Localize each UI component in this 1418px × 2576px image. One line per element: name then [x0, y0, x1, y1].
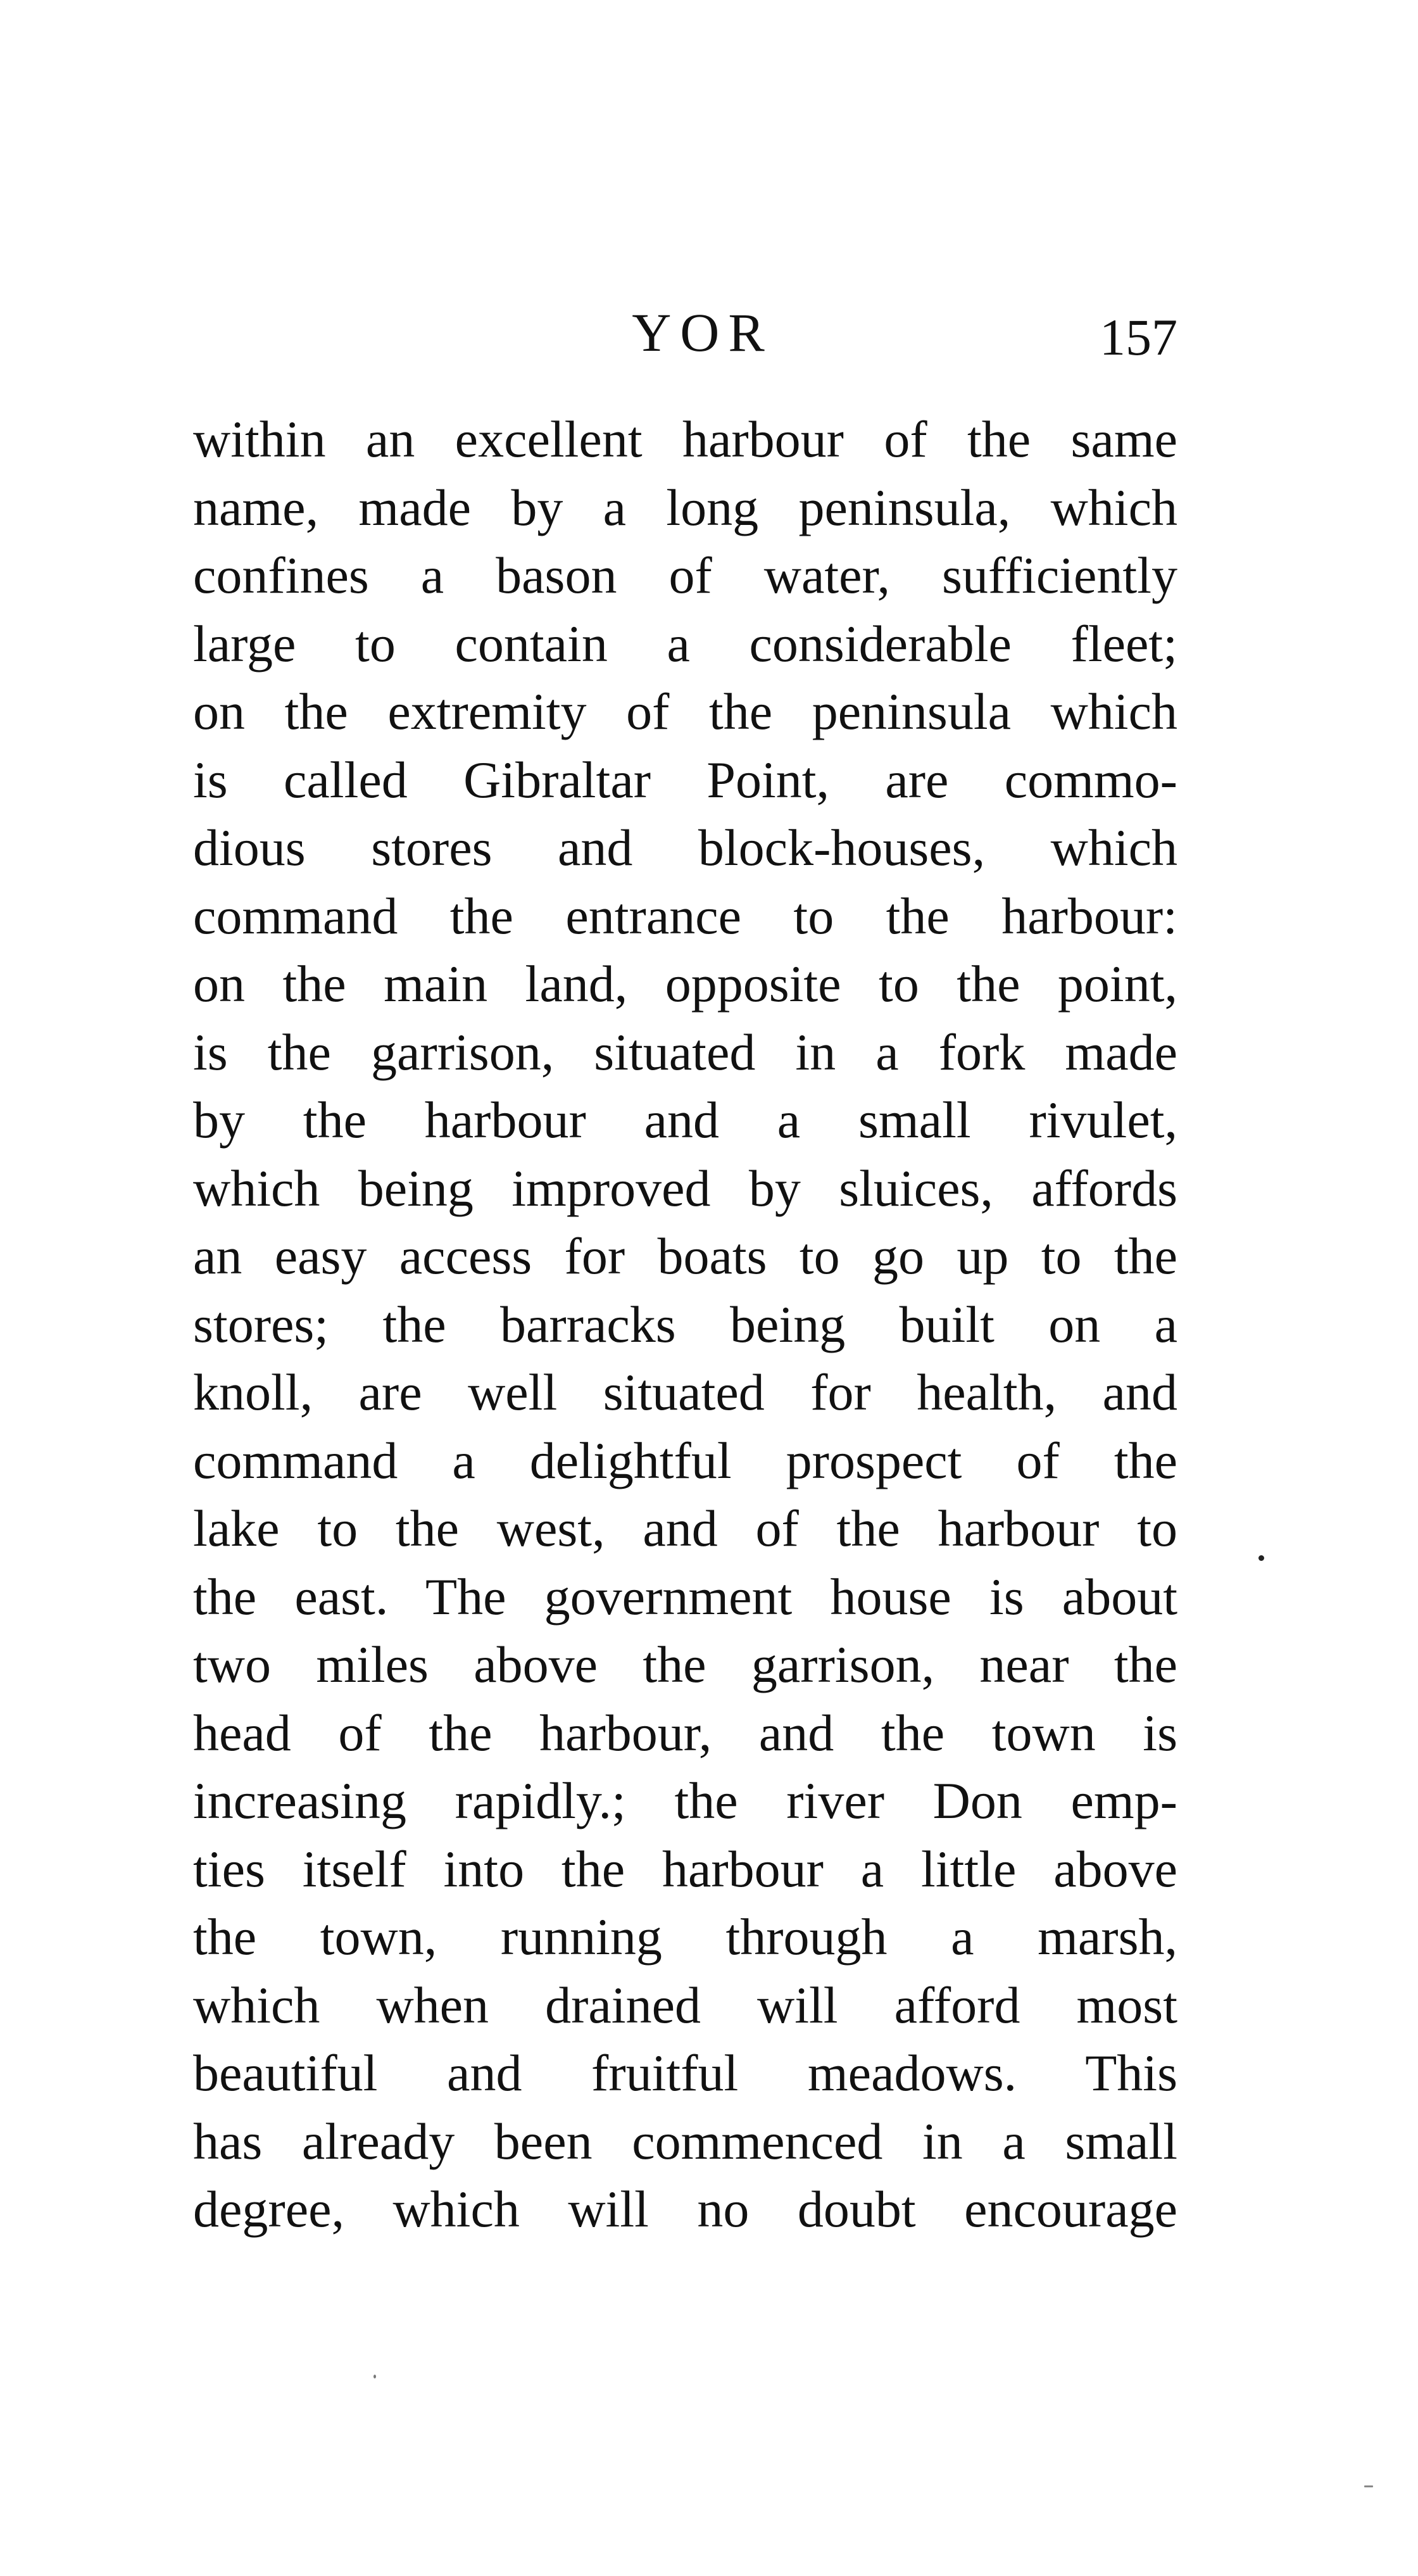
- ink-speck: [373, 2375, 376, 2378]
- text-line: on the extremity of the peninsula which: [193, 683, 1177, 740]
- text-line: which being improved by sluices, affords: [193, 1159, 1177, 1217]
- text-line: is the garrison, situated in a fork made: [193, 1023, 1177, 1081]
- text-line: command the entrance to the harbour:: [193, 887, 1177, 945]
- ink-speck: [1258, 1555, 1264, 1561]
- text-line: dious stores and block-houses, which: [193, 819, 1177, 876]
- body-text: [193, 405, 1177, 2244]
- text-line: the east. The government house is about: [193, 1567, 1177, 1626]
- text-line: the town, running through a marsh,: [193, 1908, 1177, 1966]
- text-line: knoll, are well situated for health, and: [193, 1363, 1177, 1421]
- text-line: name, made by a long peninsula, which: [193, 478, 1177, 536]
- ink-speck: [1364, 2485, 1373, 2487]
- text-line: has already been commenced in a small: [193, 2112, 1177, 2170]
- text-line: head of the harbour, and the town is: [193, 1703, 1177, 1762]
- text-line: confines a bason of water, sufficiently: [193, 546, 1177, 604]
- page-number: 157: [1100, 308, 1177, 366]
- running-head: [190, 298, 1177, 367]
- text-line: on the main land, opposite to the point,: [193, 955, 1177, 1013]
- text-line: command a delightful prospect of the: [193, 1431, 1177, 1489]
- text-line: stores; the barracks being built on a: [193, 1295, 1177, 1353]
- running-title: YOR: [632, 302, 774, 363]
- text-line: ties itself into the harbour a little above: [193, 1840, 1177, 1898]
- text-line: increasing rapidly.; the river Don emp-: [193, 1772, 1177, 1829]
- text-line: large to contain a considerable fleet;: [193, 614, 1177, 672]
- text-line: which when drained will afford most: [193, 1976, 1177, 2034]
- text-line: an easy access for boats to go up to the: [193, 1227, 1177, 1285]
- text-line: lake to the west, and of the harbour to: [193, 1500, 1177, 1557]
- text-line: beautiful and fruitful meadows. This: [193, 2044, 1177, 2102]
- text-line: by the harbour and a small rivulet,: [193, 1091, 1177, 1149]
- text-line: two miles above the garrison, near the: [193, 1636, 1177, 1693]
- text-line: degree, which will no doubt encourage: [193, 2180, 1177, 2238]
- text-line: is called Gibraltar Point, are commo-: [193, 750, 1177, 809]
- text-line: within an excellent harbour of the same: [193, 410, 1177, 468]
